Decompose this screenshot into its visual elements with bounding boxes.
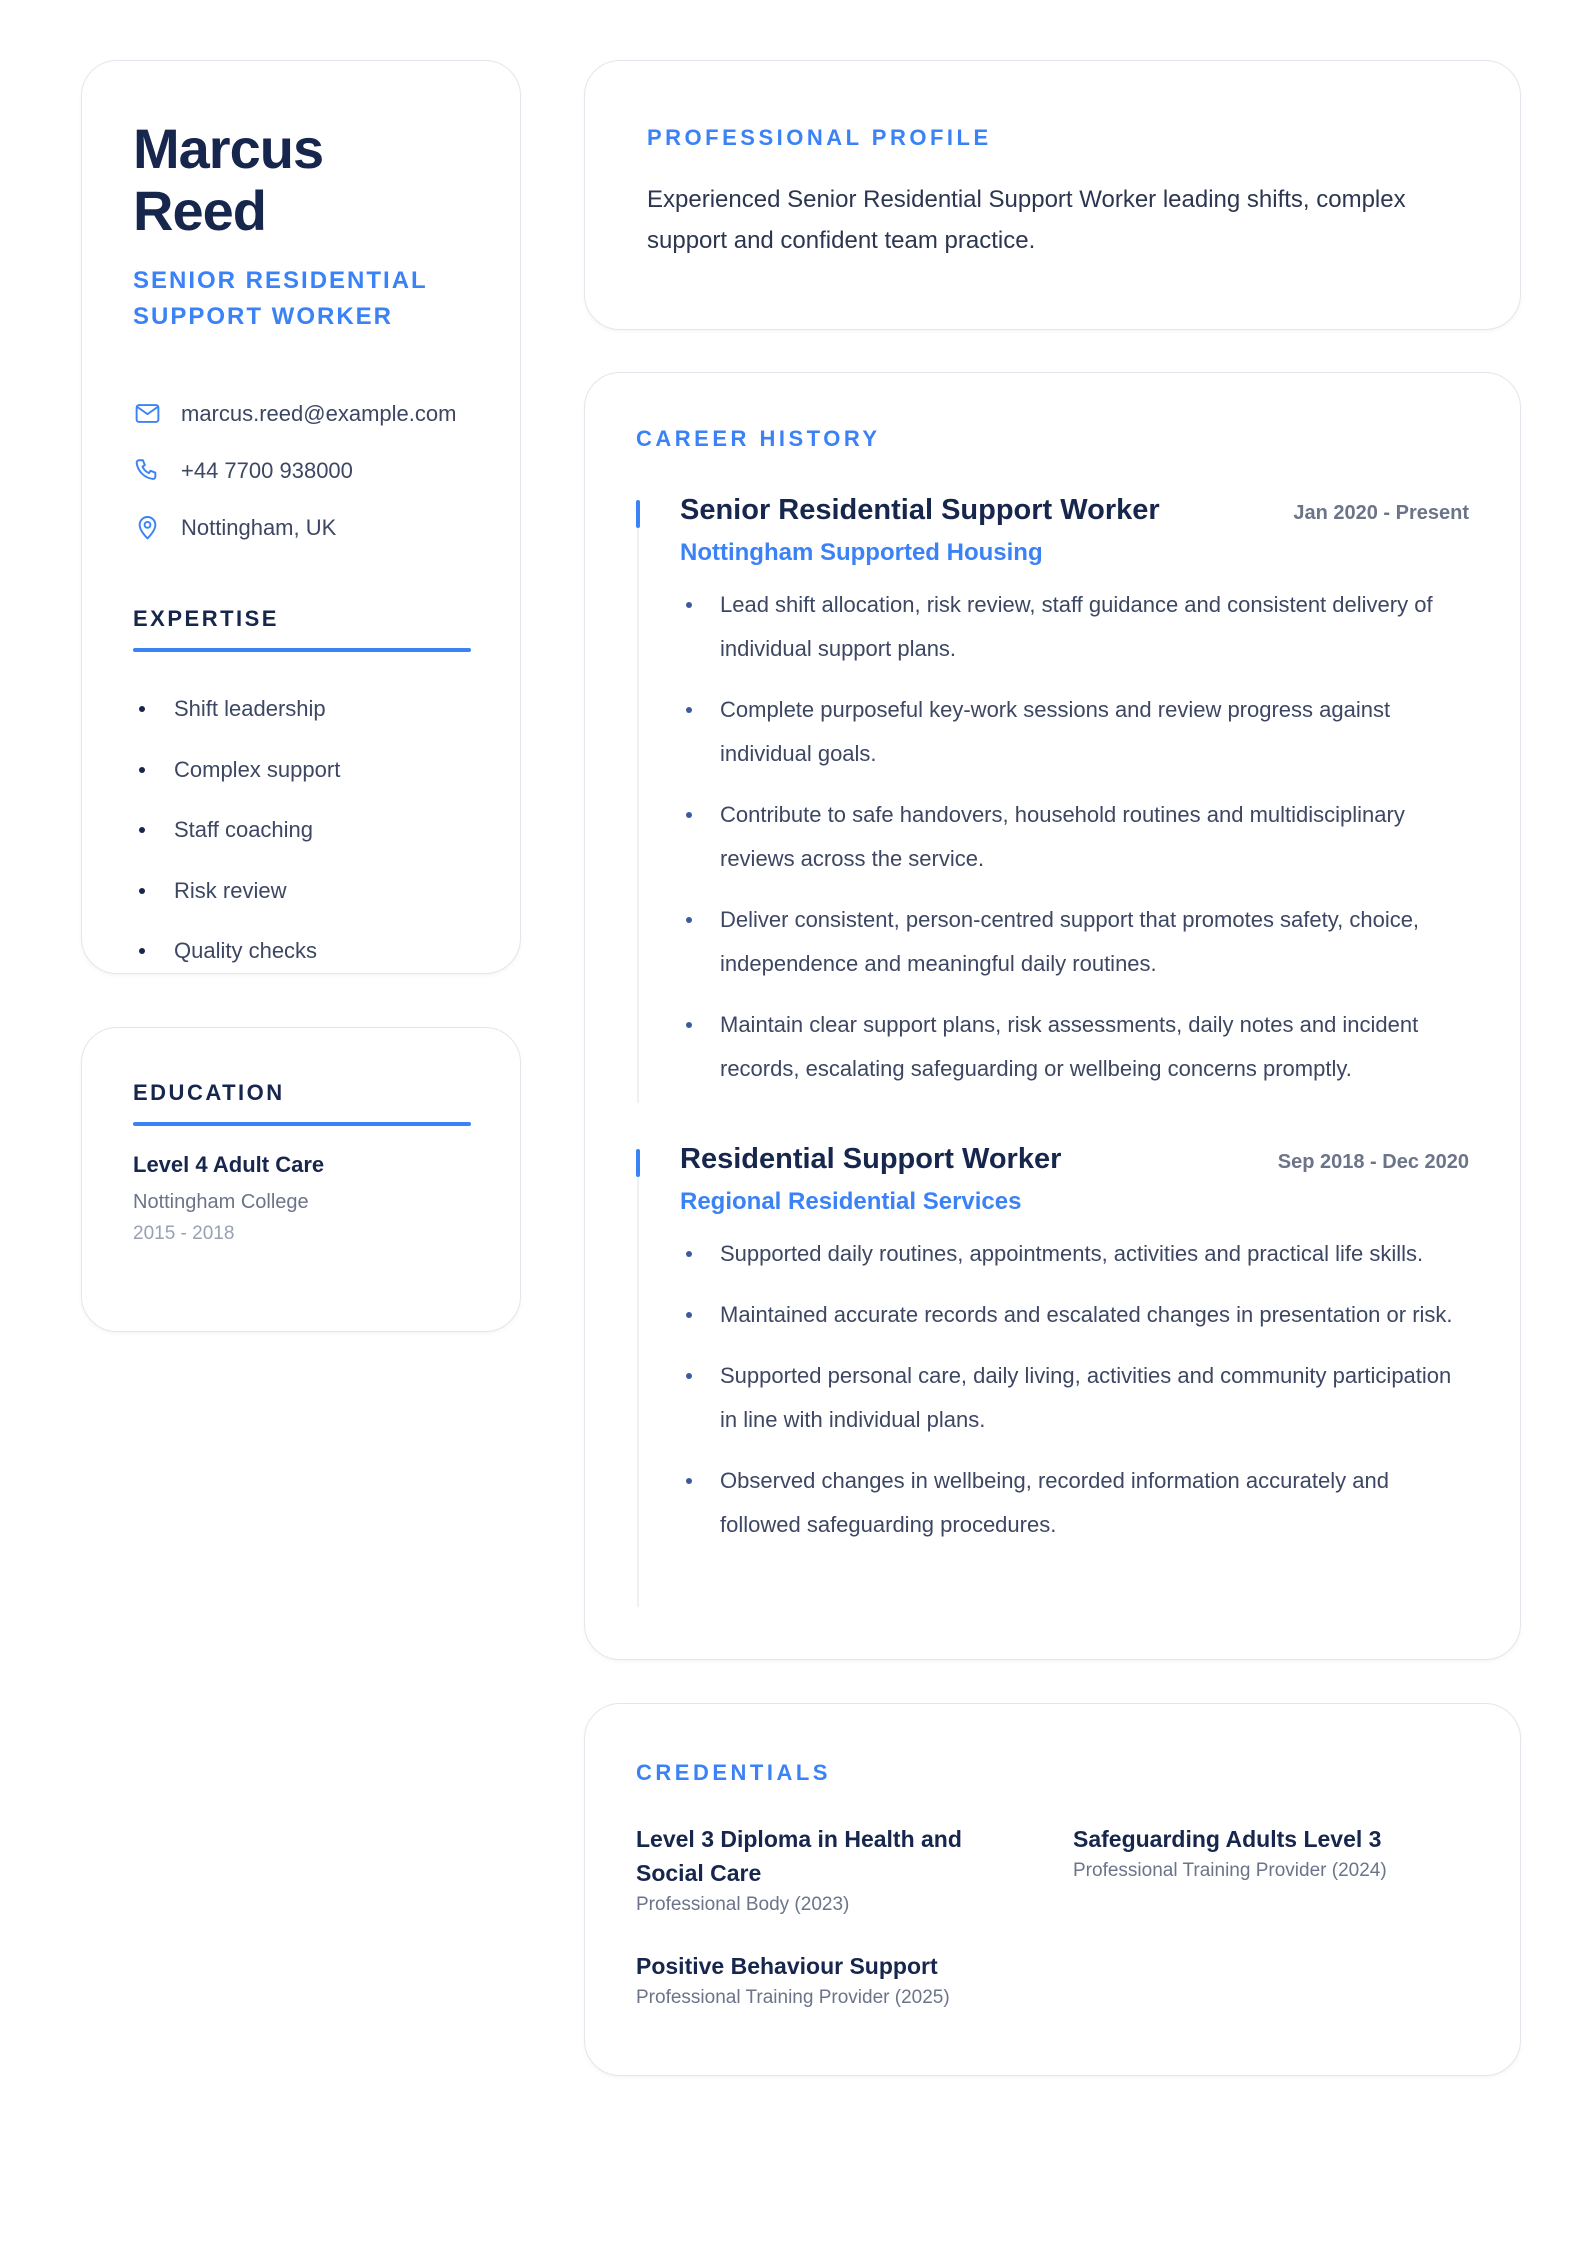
list-item: Lead shift allocation, risk review, staff guidance and consistent delivery of individual support plans.	[680, 583, 1469, 671]
credential-item	[636, 1822, 1073, 1916]
bullet-icon	[686, 812, 692, 818]
phone-icon	[133, 456, 162, 485]
credential-issuer: Professional Body (2023)	[636, 1894, 850, 1915]
contact-email[interactable]	[133, 385, 469, 442]
list-item: Maintained accurate records and escalated changes in presentation or risk.	[680, 1293, 1469, 1337]
list-item: Supported personal care, daily living, activities and community participation in line with individual plans.	[680, 1354, 1469, 1442]
education-divider	[133, 1122, 471, 1126]
list-item: Observed changes in wellbeing, recorded information accurately and followed safeguarding procedures.	[680, 1459, 1469, 1547]
list-item: Maintain clear support plans, risk assessments, daily notes and incident records, escalating safeguarding or wellbeing concerns promptly.	[680, 1003, 1469, 1091]
bullet-icon	[139, 827, 145, 833]
list-item: Supported daily routines, appointments, activities and practical life skills.	[680, 1232, 1469, 1276]
phone-text: +44 7700 938000	[181, 457, 353, 483]
list-item: Risk review	[133, 861, 469, 922]
job-entry	[636, 494, 1469, 1091]
contact-list	[133, 385, 469, 556]
job-organisation: Regional Residential Services	[680, 1188, 1022, 1215]
bullet-icon	[139, 767, 145, 773]
credential-issuer: Professional Training Provider (2024)	[1073, 1860, 1387, 1881]
job-timeline-line	[637, 528, 639, 1103]
bullet-icon	[686, 707, 692, 713]
education-years: 2015 - 2018	[133, 1223, 235, 1244]
credentials-heading: CREDENTIALS	[636, 1760, 831, 1785]
job-accent-bar	[636, 1149, 640, 1177]
list-item: Shift leadership	[133, 679, 469, 740]
bullet-icon	[139, 888, 145, 894]
list-item: Complex support	[133, 740, 469, 801]
education-title: Level 4 Adult Care	[133, 1152, 325, 1177]
mail-icon	[133, 399, 162, 428]
education-card	[81, 1027, 521, 1332]
bullet-icon	[686, 1478, 692, 1484]
profile-heading: PROFESSIONAL PROFILE	[647, 125, 992, 150]
job-role: SENIOR RESIDENTIAL SUPPORT WORKER	[133, 267, 428, 331]
career-heading: CAREER HISTORY	[636, 426, 881, 451]
credential-title: Safeguarding Adults Level 3	[1073, 1826, 1382, 1852]
bullet-icon	[686, 1251, 692, 1257]
bullet-icon	[686, 602, 692, 608]
credentials-grid	[636, 1822, 1469, 2009]
credential-item	[636, 1949, 1073, 2009]
list-item: Staff coaching	[133, 800, 469, 861]
education-heading: EDUCATION	[133, 1080, 285, 1105]
list-item: Contribute to safe handovers, household routines and multidisciplinary reviews across the service.	[680, 793, 1469, 881]
bullet-icon	[686, 1312, 692, 1318]
email-text: marcus.reed@example.com	[181, 400, 457, 426]
bullet-icon	[139, 948, 145, 954]
education-school: Nottingham College	[133, 1191, 309, 1213]
job-title: Residential Support Worker	[680, 1143, 1062, 1175]
job-bullets	[680, 583, 1469, 1091]
profile-summary: Experienced Senior Residential Support Worker leading shifts, complex support and confident team practice.	[647, 186, 1406, 254]
credential-title: Positive Behaviour Support	[636, 1953, 938, 1979]
credentials-card	[584, 1703, 1521, 2076]
location-pin-icon	[133, 513, 162, 542]
contact-phone[interactable]	[133, 442, 469, 499]
expertise-section	[133, 606, 469, 982]
credential-item	[1073, 1822, 1473, 1916]
contact-location	[133, 499, 469, 556]
list-item: Complete purposeful key-work sessions and review progress against individual goals.	[680, 688, 1469, 776]
location-text: Nottingham, UK	[181, 514, 337, 540]
expertise-list	[133, 679, 469, 982]
job-organisation: Nottingham Supported Housing	[680, 539, 1043, 566]
list-item: Deliver consistent, person-centred support that promotes safety, choice, independence and meaningful daily routines.	[680, 898, 1469, 986]
expertise-divider	[133, 648, 471, 652]
bullet-icon	[686, 1022, 692, 1028]
bullet-icon	[686, 917, 692, 923]
job-accent-bar	[636, 500, 640, 528]
identity-card	[81, 60, 521, 974]
bullet-icon	[686, 1373, 692, 1379]
job-timeline-line	[637, 1177, 639, 1607]
job-title: Senior Residential Support Worker	[680, 494, 1160, 526]
job-bullets	[680, 1232, 1469, 1547]
profile-card	[584, 60, 1521, 330]
credential-title: Level 3 Diploma in Health and Social Care	[636, 1826, 962, 1886]
list-item: Quality checks	[133, 921, 469, 982]
job-dates: Jan 2020 - Present	[1293, 502, 1469, 524]
credential-issuer: Professional Training Provider (2025)	[636, 1987, 950, 2008]
bullet-icon	[139, 706, 145, 712]
job-dates: Sep 2018 - Dec 2020	[1277, 1151, 1469, 1173]
job-entry	[636, 1143, 1469, 1547]
expertise-heading: EXPERTISE	[133, 606, 279, 632]
career-card	[584, 372, 1521, 1660]
person-name: Marcus Reed	[133, 117, 324, 242]
